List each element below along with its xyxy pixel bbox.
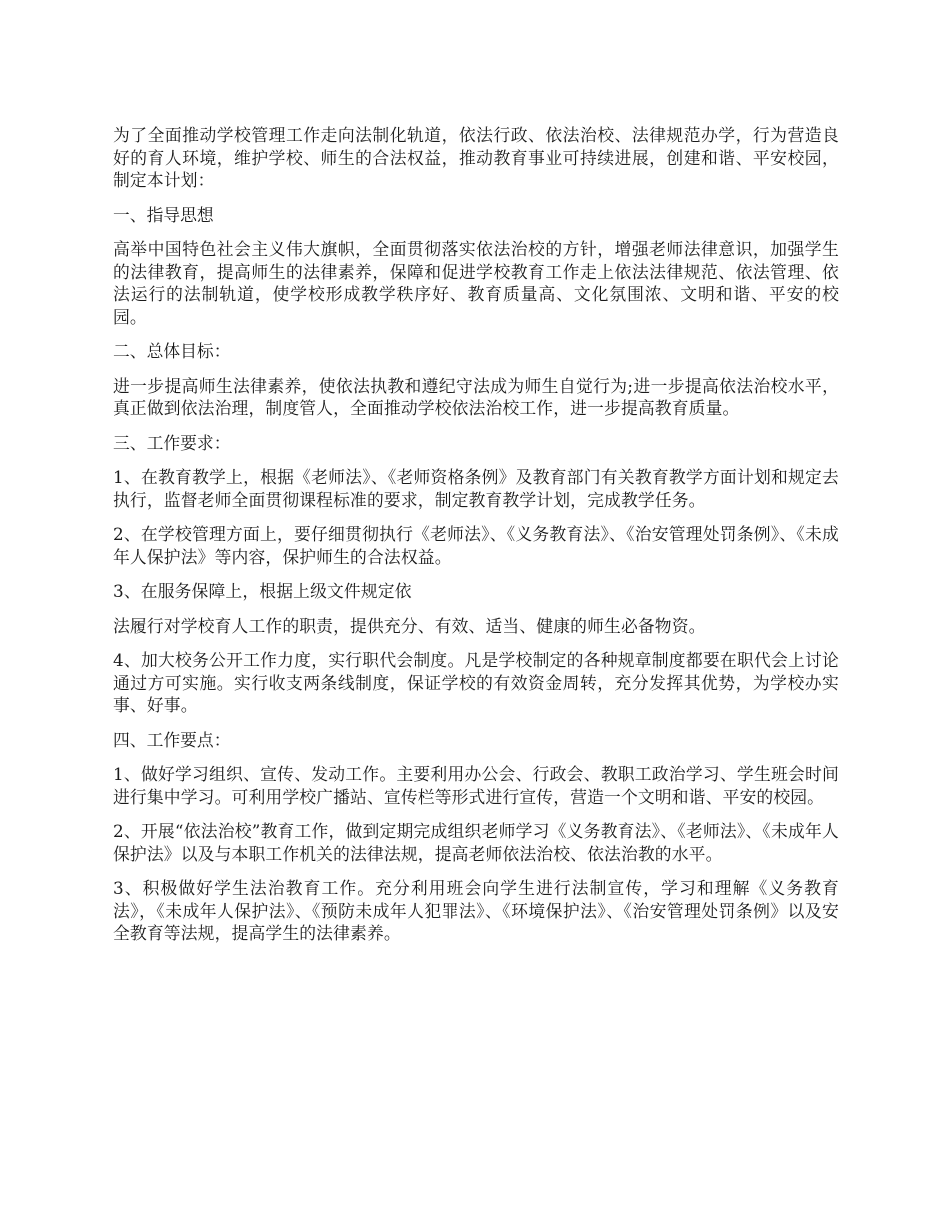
section-heading-guiding-ideology: 一、指导思想: [113, 204, 214, 225]
work-point-item-1: 1、做好学习组织、宣传、发动工作。主要利用办公会、行政会、教职工政治学习、学生班会时间进行集中学习。可利用学校广播站、宣传栏等形式进行宣传，营造一个文明和谐、平安的校园。: [113, 764, 839, 807]
guiding-ideology-paragraph: 高举中国特色社会主义伟大旗帜，全面贯彻落实依法治校的方针，增强老师法律意识，加强学生的法律教育，提高师生的法律素养，保障和促进学校教育工作走上依法法律规范、依法管理、依法运行的法制轨道，使学校形成教学秩序好、教育质量高、文化氛围浓、文明和谐、平安的校园。: [113, 239, 839, 327]
overall-goal-paragraph: 进一步提高师生法律素养，使依法执教和遵纪守法成为师生自觉行为;进一步提高依法治校水平，真正做到依法治理，制度管人，全面推动学校依法治校工作，进一步提高教育质量。: [113, 375, 839, 418]
intro-paragraph: 为了全面推动学校管理工作走向法制化轨道，依法行政、依法治校、法律规范办学，行为营造良好的育人环境，维护学校、师生的合法权益，推动教育事业可持续进展，创建和谐、平安校园，制定本计划：: [113, 125, 839, 190]
requirement-item-3: 3、在服务保障上，根据上级文件规定依: [113, 581, 412, 601]
requirement-item-4: 4、加大校务公开工作力度，实行职代会制度。凡是学校制定的各种规章制度都要在职代会上讨论通过方可实施。实行收支两条线制度，保证学校的有效资金周转，充分发挥其优势，为学校办实事、好事。: [113, 650, 839, 715]
section-heading-work-requirements: 三、工作要求：: [113, 432, 231, 453]
requirement-item-1: 1、在教育教学上，根据《老师法》、《老师资格条例》及教育部门有关教育教学方面计划和规定去执行，监督老师全面贯彻课程标准的要求，制定教育教学计划，完成教学任务。: [113, 467, 839, 510]
work-point-item-3: 3、积极做好学生法治教育工作。充分利用班会向学生进行法制宣传，学习和理解《义务教育法》，《未成年人保护法》、《预防未成年人犯罪法》、《环境保护法》、《治安管理处罚条例》以及安全教育等法规，提高学生的法律素养。: [113, 878, 839, 943]
work-point-item-2: 2、开展“依法治校”教育工作，做到定期完成组织老师学习《义务教育法》、《老师法》、《未成年人保护法》以及与本职工作机关的法律法规，提高老师依法治校、依法治教的水平。: [113, 821, 839, 864]
requirement-item-3-continued: 法履行对学校育人工作的职责，提供充分、有效、适当、健康的师生必备物资。: [113, 615, 706, 636]
section-heading-work-points: 四、工作要点：: [113, 729, 231, 750]
section-heading-overall-goal: 二、总体目标：: [113, 341, 231, 361]
document-page: [113, 124, 839, 957]
requirement-item-2: 2、在学校管理方面上，要仔细贯彻执行《老师法》、《义务教育法》、《治安管理处罚条例》、《未成年人保护法》等内容，保护师生的合法权益。: [113, 524, 839, 567]
